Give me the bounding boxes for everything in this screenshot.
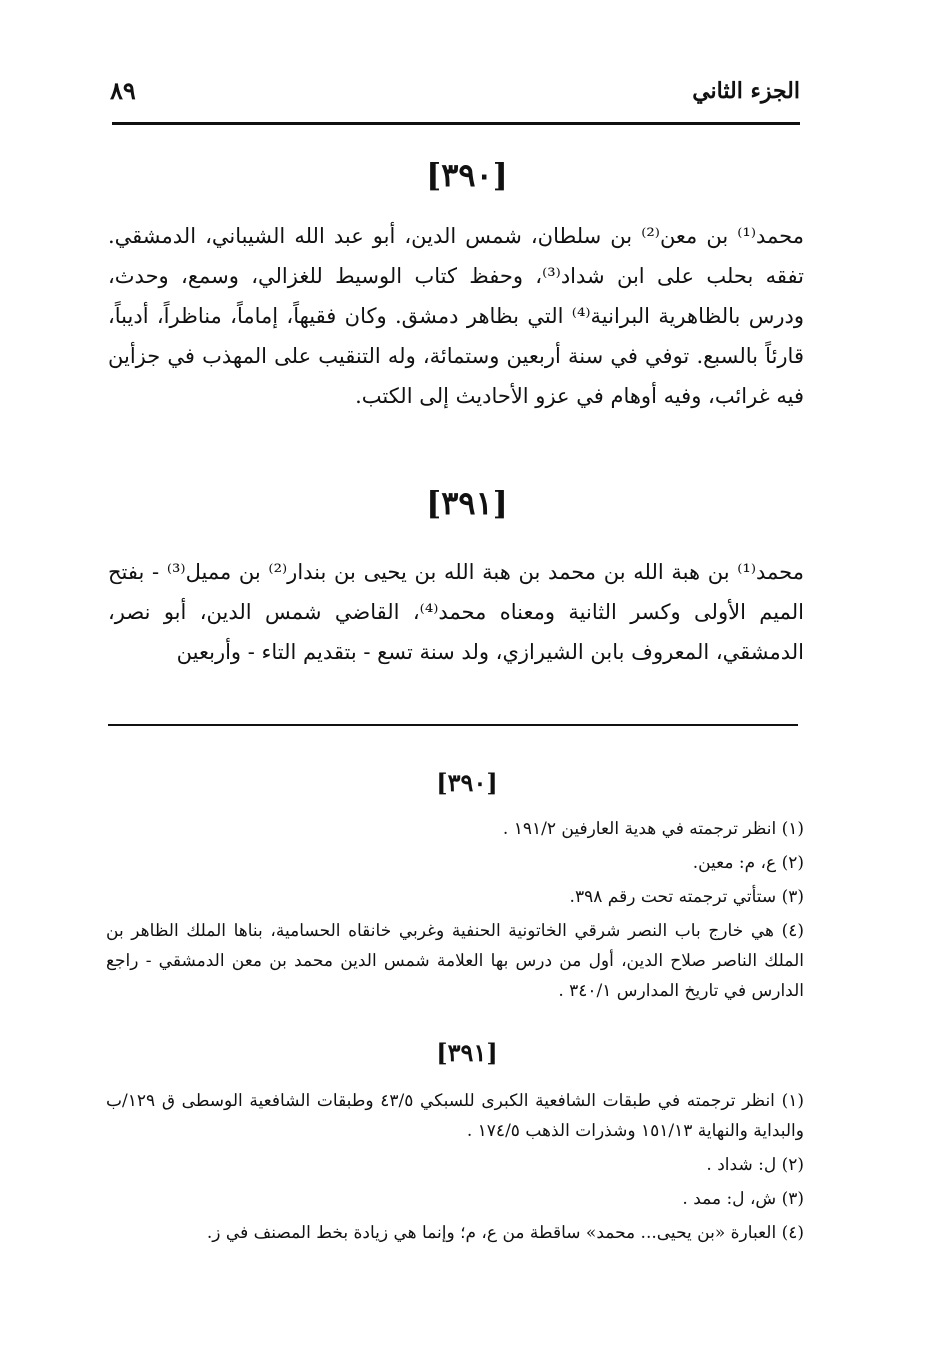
- footnotes-list-390: [106, 814, 804, 1010]
- entry-body-391: محمد⁽¹⁾ بن هبة الله بن محمد بن هبة الله بن يحيى بن بندار⁽²⁾ بن مميل⁽³⁾ - بفتح الميم الأولى وكسر الثانية ومعناه محمد⁽⁴⁾، القاضي شمس الدين، أبو نصر، الدمشقي، المعروف بابن الشيرازي، ولد سنة تسع - بتقديم التاء - وأربعين: [108, 560, 804, 664]
- running-header-title: الجزء الثاني: [692, 78, 800, 104]
- header-rule: [112, 122, 800, 125]
- footnote: (٢) ل: شداد .: [706, 1155, 804, 1175]
- footnotes-heading-390: [٣٩٠]: [436, 768, 498, 797]
- footnotes-heading-391: [٣٩١]: [436, 1038, 498, 1067]
- page-number: ٨٩: [110, 76, 136, 105]
- footnote: (٤) هي خارج باب النصر شرقي الخاتونية الحنفية وغربي خانقاه الحسامية، بناها الملك الظاهر بن الملك الناصر صلاح الدين، أول من درس بها العلامة شمس الدين محمد بن معن الدمشقي - راجع الدارس في تاريخ المدارس ٣٤٠/١ .: [106, 921, 804, 1001]
- entry-number-391: [٣٩١]: [426, 484, 508, 522]
- footnote: (١) انظر ترجمته في طبقات الشافعية الكبرى للسبكي ٤٣/٥ وطبقات الشافعية الوسطى ق ١٢٩/ب والبداية والنهاية ١٥١/١٣ وشذرات الذهب ١٧٤/٥ .: [106, 1091, 804, 1141]
- footnote: (١) انظر ترجمته في هدية العارفين ١٩١/٢ .: [502, 819, 804, 839]
- footnote: (٢) ع، م: معين.: [692, 853, 804, 873]
- running-header: [110, 72, 800, 112]
- entry-body-390: محمد⁽¹⁾ بن معن⁽²⁾ بن سلطان، شمس الدين، أبو عبد الله الشيباني، الدمشقي. تفقه بحلب على ابن شداد⁽³⁾، وحفظ كتاب الوسيط للغزالي، وسمع، وحدث، ودرس بالظاهرية البرانية⁽⁴⁾ التي بظاهر دمشق. وكان فقيهاً، إماماً، مناظراً، أديباً، قارئاً بالسبع. توفي في سنة أربعين وستمائة، وله التنقيب على المهذب في جزأين فيه غرائب، وفيه أوهام في عزو الأحاديث إلى الكتب.: [108, 224, 804, 408]
- footnotes-list-391: [106, 1086, 804, 1252]
- entry-number-390: [٣٩٠]: [426, 156, 508, 194]
- footnote: (٤) العبارة «بن يحيى... محمد» ساقطة من ع، م؛ وإنما هي زيادة بخط المصنف في ز.: [206, 1223, 804, 1243]
- footnote: (٣) ش، ل: ممد .: [682, 1189, 804, 1209]
- footnotes-rule: [108, 724, 798, 726]
- footnote: (٣) ستأتي ترجمته تحت رقم ٣٩٨.: [569, 887, 804, 907]
